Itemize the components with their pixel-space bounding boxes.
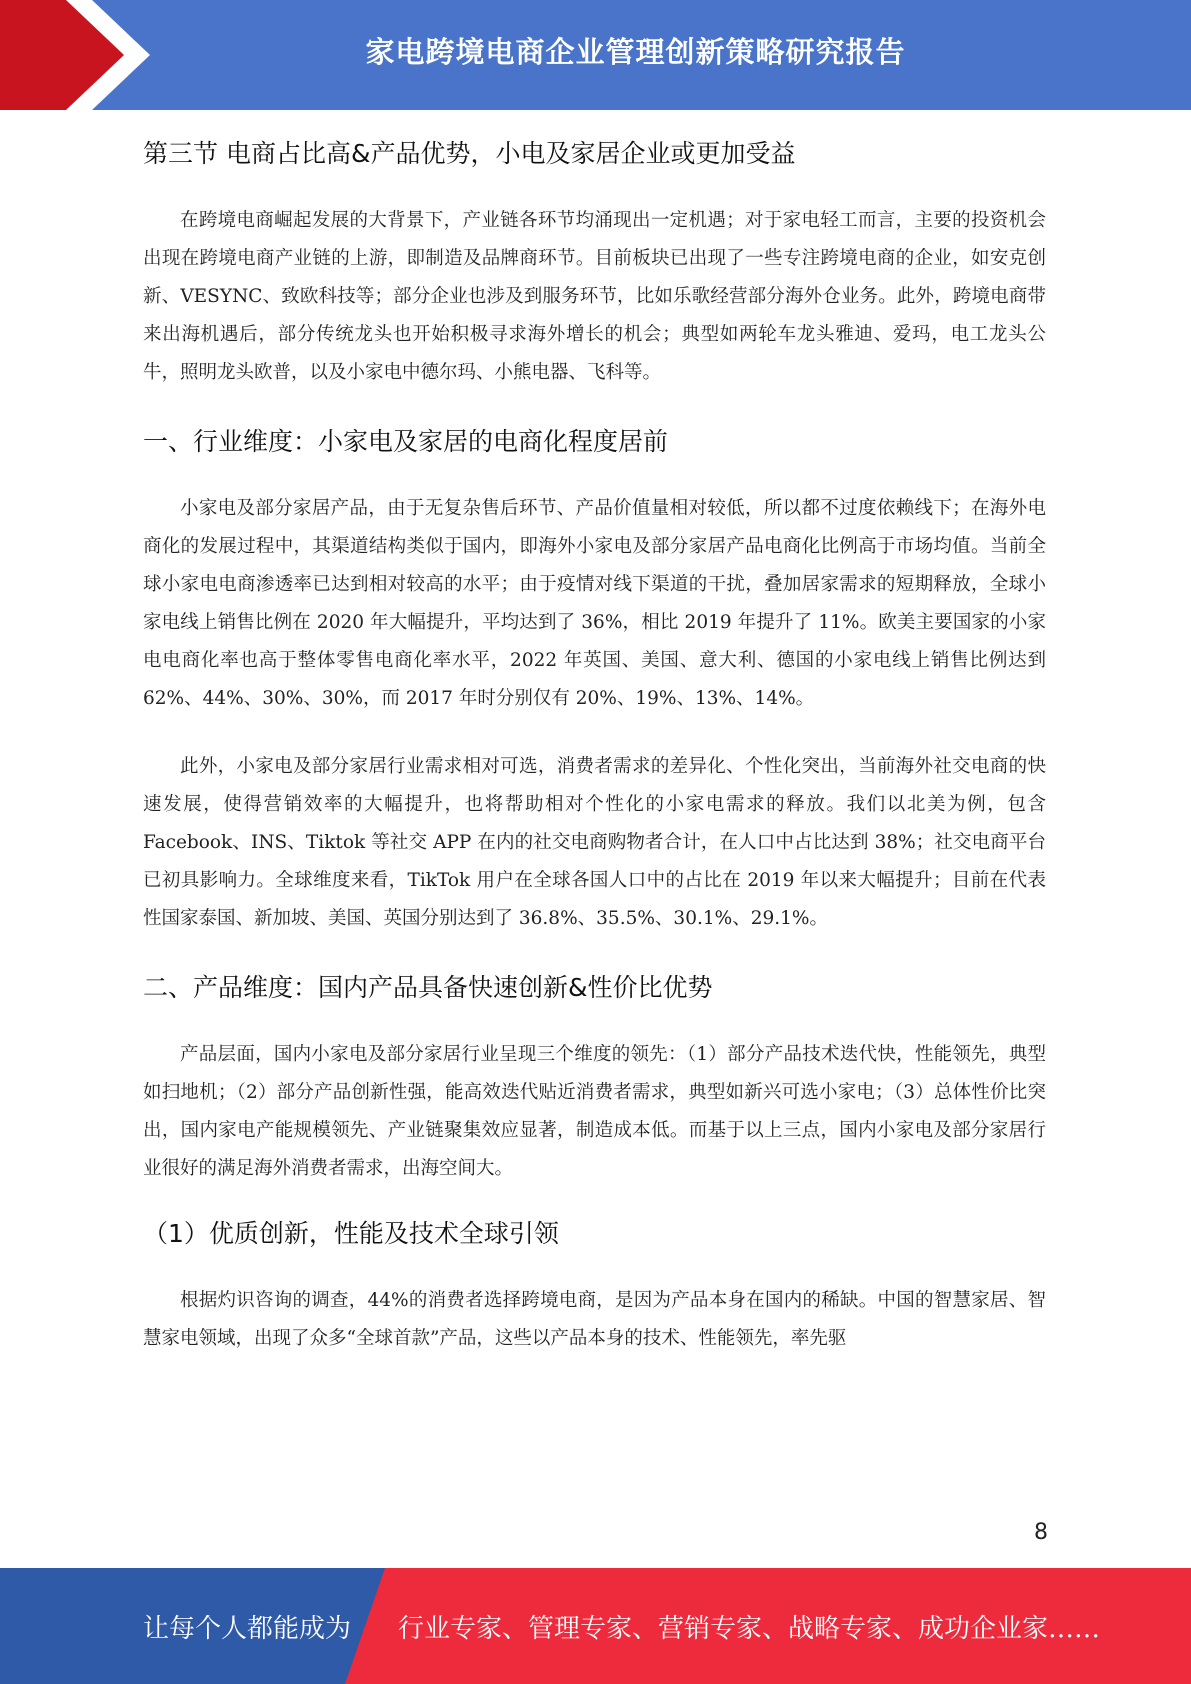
subsection-title-1: 一、行业维度：小家电及家居的电商化程度居前	[143, 427, 669, 456]
page-footer	[0, 1568, 1191, 1684]
paragraph-industry-2: 此外，小家电及部分家居行业需求相对可选，消费者需求的差异化、个性化突出，当前海外社交电商的快速发展，使得营销效率的大幅提升，也将帮助相对个性化的小家电需求的释放。我们以北美为例，包含 Facebook、INS、Tiktok 等社交 APP 在内的社交电商购物者合计，在人口中占比达到 38%；社交电商平台已初具影响力。全球维度来看，TikTok 用户在全球各国人口中的占比在 2019 年以来大幅提升；目前在代表性国家泰国、新加坡、美国、英国分别达到了 36.8%、35.5%、30.1%、29.1%。	[143, 756, 1046, 929]
section-title-3: 第三节 电商占比高&产品优势，小电及家居企业或更加受益	[143, 139, 796, 168]
paragraph-industry-1: 小家电及部分家居产品，由于无复杂售后环节、产品价值量相对较低，所以都不过度依赖线下；在海外电商化的发展过程中，其渠道结构类似于国内，即海外小家电及部分家居产品电商化比例高于市场均值。当前全球小家电电商渗透率已达到相对较高的水平；由于疫情对线下渠道的干扰，叠加居家需求的短期释放，全球小家电线上销售比例在 2020 年大幅提升，平均达到了 36%，相比 2019 年提升了 11%。欧美主要国家的小家电电商化率也高于整体零售电商化率水平，2022 年英国、美国、意大利、德国的小家电线上销售比例达到 62%、44%、30%、30%，而 2017 年时分别仅有 20%、19%、13%、14%。	[143, 498, 1046, 709]
paragraph-section3: 在跨境电商崛起发展的大背景下，产业链各环节均涌现出一定机遇；对于家电轻工而言，主要的投资机会出现在跨境电商产业链的上游，即制造及品牌商环节。目前板块已出现了一些专注跨境电商的企业，如安克创新、VESYNC、致欧科技等；部分企业也涉及到服务环节，比如乐歌经营部分海外仓业务。此外，跨境电商带来出海机遇后，部分传统龙头也开始积极寻求海外增长的机会；典型如两轮车龙头雅迪、爱玛，电工龙头公牛，照明龙头欧普，以及小家电中德尔玛、小熊电器、飞科等。	[143, 210, 1046, 383]
footer-slogan-left: 让每个人都能成为	[143, 1613, 352, 1644]
report-title: 家电跨境电商企业管理创新策略研究报告	[365, 34, 906, 69]
page-number: 8	[1034, 1520, 1048, 1545]
subsubsection-title-1: （1）优质创新，性能及技术全球引领	[143, 1219, 559, 1248]
paragraph-innovation-1: 根据灼识咨询的调查，44%的消费者选择跨境电商，是因为产品本身在国内的稀缺。中国的智慧家居、智慧家电领域，出现了众多“全球首款”产品，这些以产品本身的技术、性能领先，率先驱	[143, 1290, 1046, 1349]
main-content	[143, 130, 1046, 1358]
paragraph-product-1: 产品层面，国内小家电及部分家居行业呈现三个维度的领先：（1）部分产品技术迭代快，性能领先，典型如扫地机；（2）部分产品创新性强，能高效迭代贴近消费者需求，典型如新兴可选小家电；（3）总体性价比突出，国内家电产能规模领先、产业链聚集效应显著，制造成本低。而基于以上三点，国内小家电及部分家居行业很好的满足海外消费者需求，出海空间大。	[143, 1044, 1046, 1179]
page-header	[0, 0, 1191, 110]
subsection-title-2: 二、产品维度：国内产品具备快速创新&性价比优势	[143, 973, 713, 1002]
footer-slogan-right: 行业专家、管理专家、营销专家、战略专家、成功企业家……	[398, 1613, 1101, 1644]
